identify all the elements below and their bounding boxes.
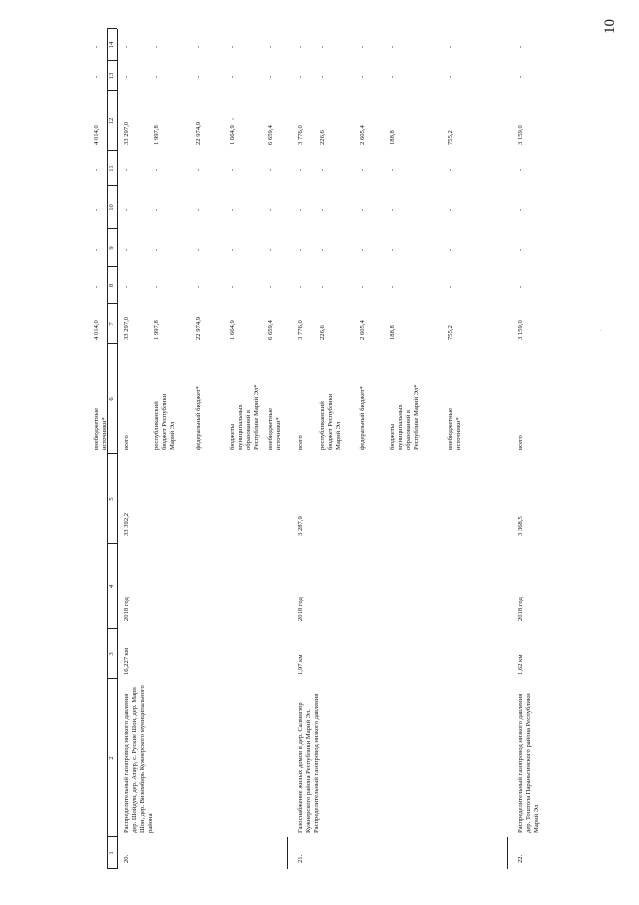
object-name: Распределительный газопровод низкого давления дер. Шойдум, дер. Атаур, с. Руские Шои, дер. Мари Шои, дер. Визимбирь Кужнерского муниципального района	[123, 685, 154, 833]
value-col8: -	[123, 285, 130, 288]
value-col13: -	[195, 75, 202, 78]
value-col10: -	[319, 208, 326, 211]
value-col14: -	[297, 45, 304, 48]
value-col12: 3 159,0	[517, 125, 524, 145]
value-col9: -	[359, 248, 366, 251]
object-name: Газоснабжение жилых домов в дер. Салмигюр Кужнерского района Республики Марий Эл. Распределительный газопровод низкого давления	[297, 693, 320, 833]
column-number-2: 2	[108, 756, 115, 760]
value-col9: -	[517, 248, 524, 251]
value-col7: 22 974,9	[195, 316, 202, 340]
funding-source: бюджеты муниципальных образований в Республике Марий Эл*	[229, 384, 260, 450]
value-col10: -	[123, 208, 130, 211]
construction-year: 2018 год	[517, 597, 524, 621]
scan-speck	[600, 330, 601, 331]
scan-speck	[232, 118, 234, 120]
value-col12: 226,6	[319, 130, 326, 145]
value-col11: -	[93, 168, 100, 171]
value-col12: 33 297,0	[123, 121, 130, 145]
value-col12: 1 997,8	[153, 125, 160, 145]
object-name: Распределительный газопровод низкого давления дер. Тоштола Параньгинского района Республики Марий Эл	[517, 693, 540, 833]
value-col10: -	[297, 208, 304, 211]
value-col13: -	[153, 75, 160, 78]
column-number-14: 14	[108, 41, 115, 49]
value-col8: -	[93, 285, 100, 288]
value-col7: 188,8	[389, 325, 396, 340]
funding-source: внебюджетные источники*	[447, 407, 462, 450]
value-col9: -	[389, 248, 396, 251]
construction-year: 2018 год	[297, 597, 304, 621]
value-col12: 22 974,9	[195, 121, 202, 145]
value-col10: -	[359, 208, 366, 211]
column-number-13: 13	[108, 72, 115, 80]
value-col10: -	[229, 208, 236, 211]
column-number-5: 5	[108, 497, 115, 501]
funding-source: всего	[123, 435, 130, 450]
row-number: 21.	[297, 854, 304, 863]
object-length: 16,227 км	[123, 647, 130, 675]
value-col8: -	[389, 285, 396, 288]
value-col9: -	[447, 248, 454, 251]
column-number-9: 9	[108, 246, 115, 250]
value-col9: -	[153, 248, 160, 251]
value-col14: -	[93, 45, 100, 48]
value-col13: -	[319, 75, 326, 78]
value-col14: -	[359, 45, 366, 48]
funding-source: бюджеты муниципальных образований в Республике Марий Эл*	[389, 384, 420, 450]
value-col10: -	[93, 208, 100, 211]
value-col13: -	[123, 75, 130, 78]
value-col7: 33 297,0	[123, 316, 130, 340]
value-col14: -	[389, 45, 396, 48]
column-number-4: 4	[108, 584, 115, 589]
value-col13: -	[297, 75, 304, 78]
funding-source: федеральный бюджет*	[359, 386, 366, 450]
value-col14: -	[229, 45, 236, 48]
page-number: 10	[602, 19, 618, 34]
value-col12: 188,8	[389, 130, 396, 145]
value-col8: -	[297, 285, 304, 288]
value-col7: 2 605,4	[359, 320, 366, 340]
row-divider	[507, 837, 508, 869]
funding-source: внебюджетные источники*	[267, 407, 282, 450]
value-col11: -	[123, 168, 130, 171]
value-col12: 1 664,9	[229, 125, 236, 145]
funding-source: республиканский бюджет Республики Марий Эл	[319, 393, 342, 450]
value-col13: -	[359, 75, 366, 78]
value-col7: 1 664,9	[229, 320, 236, 340]
value-col8: -	[153, 285, 160, 288]
value-col10: -	[153, 208, 160, 211]
value-col14: -	[267, 45, 274, 48]
value-col13: -	[93, 75, 100, 78]
column-number-3: 3	[108, 652, 115, 656]
rotated-table	[93, 29, 552, 869]
value-col11: -	[319, 168, 326, 171]
value-col11: -	[297, 168, 304, 171]
value-col14: -	[447, 45, 454, 48]
value-col11: -	[517, 168, 524, 171]
value-col8: -	[359, 285, 366, 288]
value-col12: 2 605,4	[359, 125, 366, 145]
row-number: 20.	[123, 854, 130, 863]
value-col12: 3 776,0	[297, 125, 304, 145]
estimated-cost: 3 368,5	[517, 516, 524, 536]
value-col12: 755,2	[447, 130, 454, 145]
column-number-11: 11	[108, 165, 115, 172]
estimated-cost: 3 287,9	[297, 516, 304, 536]
value-col9: -	[267, 248, 274, 251]
construction-year: 2018 год	[123, 597, 130, 621]
value-col14: -	[153, 45, 160, 48]
value-col12: 4 014,0	[93, 125, 100, 145]
value-col8: -	[447, 285, 454, 288]
value-col13: -	[267, 75, 274, 78]
value-col14: -	[517, 45, 524, 48]
value-col11: -	[359, 168, 366, 171]
value-col10: -	[195, 208, 202, 211]
column-number-7: 7	[108, 322, 115, 326]
column-number-12: 12	[108, 117, 115, 125]
value-col14: -	[195, 45, 202, 48]
funding-source: всего	[517, 435, 524, 450]
value-col11: -	[153, 168, 160, 171]
value-col7: 1 997,8	[153, 320, 160, 340]
value-col7: 3 159,0	[517, 320, 524, 340]
column-number-8: 8	[108, 283, 115, 288]
value-col7: 3 776,0	[297, 320, 304, 340]
value-col13: -	[517, 75, 524, 78]
funding-source: всего	[297, 435, 304, 450]
column-number-1: 1	[108, 851, 115, 855]
value-col9: -	[319, 248, 326, 251]
value-col9: -	[123, 248, 130, 251]
value-col7: 755,2	[447, 325, 454, 340]
value-col9: -	[297, 248, 304, 251]
value-col7: 226,6	[319, 325, 326, 340]
column-number-6: 6	[108, 397, 115, 401]
funding-source: внебюджетные источники*	[93, 407, 108, 450]
value-col12: 6 659,4	[267, 125, 274, 145]
object-length: 1,62 км	[517, 654, 524, 675]
value-col8: -	[267, 285, 274, 288]
value-col8: -	[229, 285, 236, 288]
value-col10: -	[447, 208, 454, 211]
row-divider	[287, 837, 288, 869]
value-col10: -	[267, 208, 274, 211]
value-col7: 6 659,4	[267, 320, 274, 340]
value-col9: -	[229, 248, 236, 251]
value-col14: -	[123, 45, 130, 48]
value-col8: -	[319, 285, 326, 288]
table-rule	[117, 29, 118, 869]
value-col11: -	[229, 168, 236, 171]
value-col10: -	[517, 208, 524, 211]
row-number: 22.	[517, 854, 524, 863]
value-col9: -	[195, 248, 202, 251]
value-col13: -	[229, 75, 236, 78]
funding-source: федеральный бюджет*	[195, 386, 202, 450]
estimated-cost: 33 392,2	[123, 512, 130, 536]
value-col10: -	[389, 208, 396, 211]
object-length: 1,97 км	[297, 654, 304, 675]
value-col13: -	[447, 75, 454, 78]
value-col11: -	[267, 168, 274, 171]
value-col8: -	[195, 285, 202, 288]
value-col7: 4 014,0	[93, 320, 100, 340]
value-col9: -	[93, 248, 100, 251]
value-col11: -	[195, 168, 202, 171]
value-col11: -	[447, 168, 454, 171]
value-col8: -	[517, 285, 524, 288]
value-col11: -	[389, 168, 396, 171]
funding-source: республиканский бюджет Республики Марий Эл	[153, 393, 176, 450]
value-col13: -	[389, 75, 396, 78]
column-number-10: 10	[108, 204, 115, 211]
value-col14: -	[319, 45, 326, 48]
